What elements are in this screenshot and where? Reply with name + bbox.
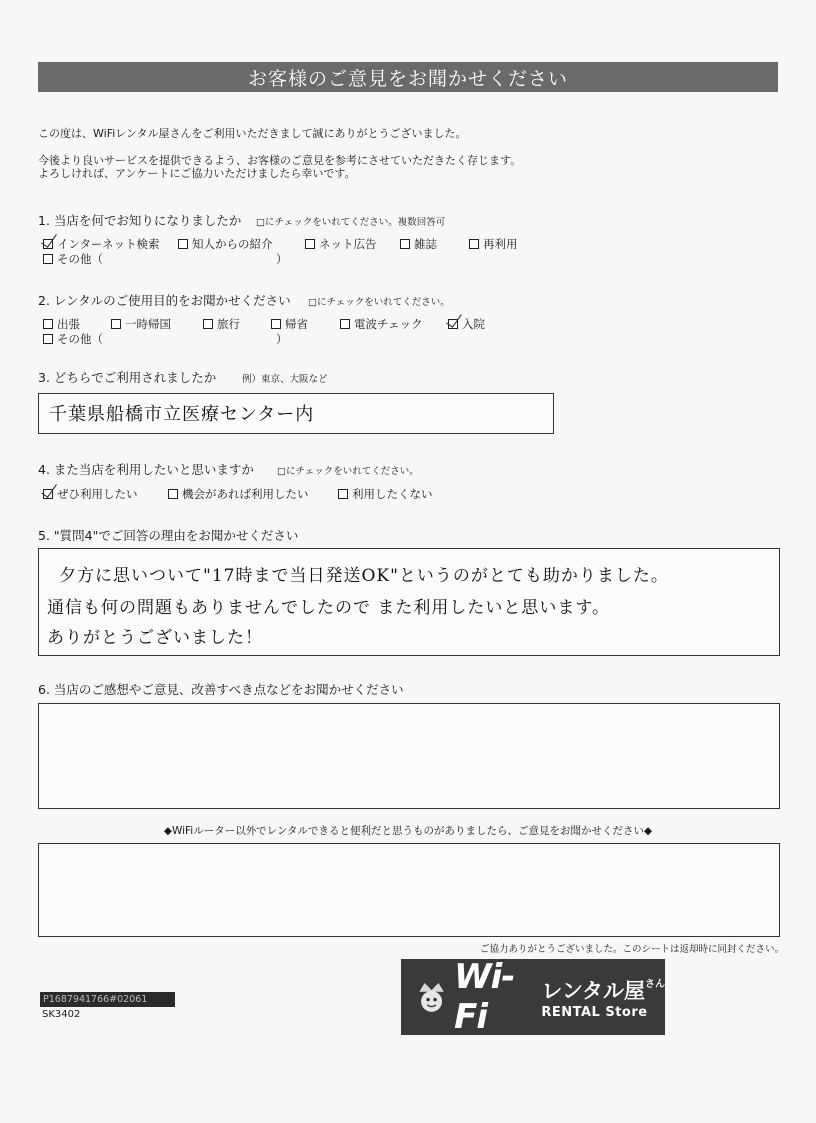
q2-option-visit-home[interactable]: 帰省 bbox=[271, 316, 308, 332]
crown-mascot-icon bbox=[415, 977, 448, 1017]
q5-answer-line-1: 夕方に思いついて"17時まで当日発送OK"というのがとても助かりました。 bbox=[59, 566, 669, 586]
footer-thanks: ご協力ありがとうございました。このシートは返却時に同封ください。 bbox=[480, 944, 785, 955]
checkbox[interactable] bbox=[340, 319, 350, 329]
q7-title: ◆WiFiルーター以外でレンタルできると便利だと思うものがありましたら、ご意見をお聞かせください◆ bbox=[163, 825, 653, 837]
q1-other-close: ） bbox=[276, 252, 288, 266]
logo-jp-text: レンタル屋$^{さん}$ bbox=[541, 978, 665, 1003]
checkbox[interactable] bbox=[43, 254, 53, 264]
sk-code: SK3402 bbox=[42, 1009, 81, 1020]
checkbox[interactable] bbox=[305, 239, 315, 249]
check-mark-icon bbox=[41, 230, 57, 248]
checkbox[interactable] bbox=[168, 489, 178, 499]
q2-option-hospital[interactable]: 入院 bbox=[448, 316, 485, 332]
q1-option-net-ad[interactable]: ネット広告 bbox=[305, 236, 377, 252]
checkbox[interactable] bbox=[178, 239, 188, 249]
q4-option-definitely[interactable]: ぜひ利用したい bbox=[43, 486, 138, 502]
q1-title: 1. 当店を何でお知りになりましたか bbox=[38, 213, 242, 228]
q4-title: 4. また当店を利用したいと思いますか bbox=[38, 462, 254, 477]
check-mark-icon bbox=[41, 480, 57, 498]
intro-line-1: この度は、WiFiレンタル屋さんをご利用いただきまして誠にありがとうございました。 bbox=[38, 127, 467, 140]
q5-title: 5. "質問4"でご回答の理由をお聞かせください bbox=[38, 528, 299, 543]
q2-option-other[interactable]: その他（ bbox=[43, 331, 103, 347]
intro-line-3: よろしければ、アンケートにご協力いただけましたら幸いです。 bbox=[38, 167, 356, 180]
q4-note: □にチェックをいれてください。 bbox=[277, 466, 419, 477]
q2-note: □にチェックをいれてください。 bbox=[308, 297, 450, 308]
q1-option-magazine[interactable]: 雑誌 bbox=[400, 236, 437, 252]
q1-option-reuse[interactable]: 再利用 bbox=[469, 236, 518, 252]
checkbox-checked[interactable] bbox=[448, 319, 458, 329]
q2-option-homecoming[interactable]: 一時帰国 bbox=[111, 316, 171, 332]
q6-title: 6. 当店のご感想やご意見、改善すべき点などをお聞かせください bbox=[38, 682, 404, 697]
checkbox[interactable] bbox=[111, 319, 121, 329]
q4-option-no[interactable]: 利用したくない bbox=[338, 486, 433, 502]
q1-option-other[interactable]: その他（ bbox=[43, 251, 103, 267]
redacted-code: P1687941766#02061 bbox=[40, 992, 175, 1007]
survey-title: お客様のご意見をお聞かせください bbox=[38, 62, 778, 92]
check-mark-icon bbox=[446, 310, 462, 328]
q5-answer-box[interactable] bbox=[38, 548, 780, 656]
q4-option-if-chance[interactable]: 機会があれば利用したい bbox=[168, 486, 309, 502]
q1-option-referral[interactable]: 知人からの紹介 bbox=[178, 236, 273, 252]
q1-option-internet[interactable]: インターネット検索 bbox=[43, 236, 159, 252]
logo-san-text: さん bbox=[645, 978, 665, 990]
q3-answer-text: 千葉県船橋市立医療センター内 bbox=[49, 404, 315, 425]
checkbox-checked[interactable] bbox=[43, 239, 53, 249]
checkbox[interactable] bbox=[203, 319, 213, 329]
checkbox[interactable] bbox=[400, 239, 410, 249]
q2-option-travel[interactable]: 旅行 bbox=[203, 316, 240, 332]
intro-line-2: 今後より良いサービスを提供できるよう、お客様のご意見を参考にさせていただきたく存じます。 bbox=[38, 154, 522, 167]
checkbox[interactable] bbox=[338, 489, 348, 499]
q6-answer-box[interactable] bbox=[38, 703, 780, 809]
q3-example: 例）東京、大阪など bbox=[242, 374, 328, 385]
q2-other-close: ） bbox=[276, 332, 288, 346]
checkbox[interactable] bbox=[271, 319, 281, 329]
q3-title: 3. どちらでご利用されましたか bbox=[38, 370, 217, 385]
logo-en-text: RENTAL Store bbox=[541, 1004, 648, 1020]
q5-answer-line-2: 通信も何の問題もありませんでしたので また利用したいと思います。 bbox=[47, 598, 611, 618]
q2-title: 2. レンタルのご使用目的をお聞かせください bbox=[38, 293, 291, 308]
checkbox[interactable] bbox=[469, 239, 479, 249]
q2-option-business[interactable]: 出張 bbox=[43, 316, 80, 332]
q7-answer-box[interactable] bbox=[38, 843, 780, 937]
store-logo bbox=[401, 959, 665, 1035]
checkbox-checked[interactable] bbox=[43, 489, 53, 499]
checkbox[interactable] bbox=[43, 319, 53, 329]
q3-answer-box[interactable] bbox=[38, 393, 554, 434]
q5-answer-line-3: ありがとうございました！ bbox=[47, 628, 263, 648]
checkbox[interactable] bbox=[43, 334, 53, 344]
q2-option-signal-check[interactable]: 電波チェック bbox=[340, 316, 423, 332]
q1-note: □にチェックをいれてください。複数回答可 bbox=[256, 217, 446, 228]
logo-wifi-text: Wi-Fi bbox=[454, 957, 515, 1037]
